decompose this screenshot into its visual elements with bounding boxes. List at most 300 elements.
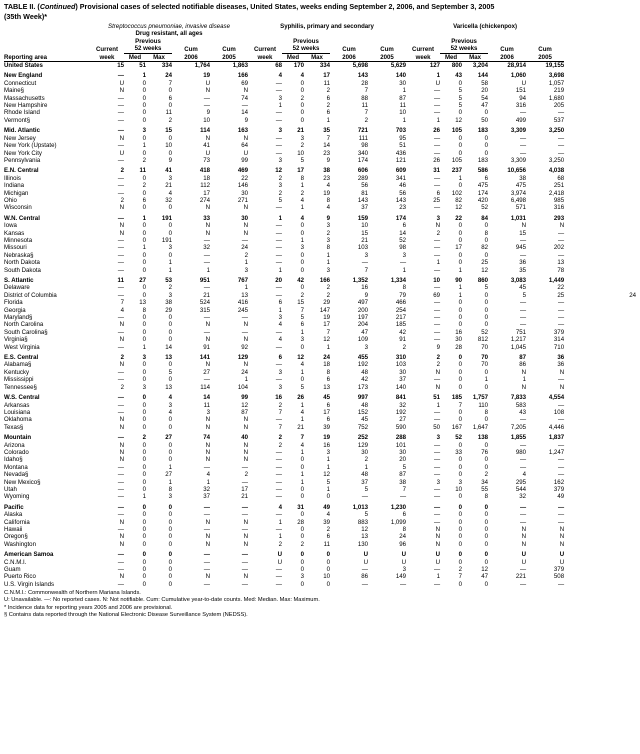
row-area-label: Kentucky xyxy=(4,368,30,376)
row-cell: 721 xyxy=(357,127,368,135)
row-cell: 2 xyxy=(300,291,304,299)
row-cell: 1 xyxy=(300,182,304,190)
row-cell: — xyxy=(203,551,210,559)
row-area-label: W.N. Central xyxy=(4,214,40,222)
row-cell: 191 xyxy=(161,214,172,222)
row-cell: — xyxy=(558,229,565,237)
row-cell: — xyxy=(117,471,124,479)
row-cell: 3 xyxy=(278,383,282,391)
current-label-1: Current xyxy=(95,45,118,53)
row-cell: 10 xyxy=(455,485,463,493)
row-cell: 2 xyxy=(120,383,124,391)
row-cell: 0 xyxy=(142,478,146,486)
row-cell: 162 xyxy=(553,478,565,486)
row-cell: 28 xyxy=(297,518,304,526)
row-cell: 3 xyxy=(168,174,172,182)
th-med-1: Med xyxy=(128,53,142,61)
row-cell: — xyxy=(241,558,248,566)
row-cell: N xyxy=(243,361,248,369)
column-header-row xyxy=(4,53,636,61)
row-cell: 10,656 xyxy=(507,167,527,175)
row-cell: — xyxy=(558,503,565,511)
row-cell: 15 xyxy=(165,127,172,135)
row-cell: 129 xyxy=(237,354,248,362)
row-cell: 0 xyxy=(458,551,463,559)
row-cell: 812 xyxy=(477,336,489,344)
row-cell: 27 xyxy=(139,277,146,284)
row-cell: — xyxy=(433,134,441,142)
row-area-label: Vermont§ xyxy=(4,116,31,124)
row-cell: 6 xyxy=(326,94,330,102)
table-row xyxy=(4,157,636,164)
row-cell: 5 xyxy=(300,156,304,164)
row-area-label: Oregon§ xyxy=(4,533,28,541)
row-cell: — xyxy=(203,328,210,336)
row-cell: 0 xyxy=(458,493,463,501)
row-cell: 2 xyxy=(484,471,489,479)
row-cell: 0 xyxy=(458,251,463,259)
row-cell: 0 xyxy=(458,259,463,267)
row-cell: 32 xyxy=(203,485,210,493)
row-cell: 0 xyxy=(142,394,146,402)
table-body xyxy=(4,62,636,589)
row-cell: 7 xyxy=(120,299,124,307)
row-area-label: Indiana xyxy=(4,182,24,190)
row-cell: 0 xyxy=(142,134,146,142)
row-cell: 19 xyxy=(323,314,330,322)
row-cell: 3 xyxy=(142,127,146,135)
table-row xyxy=(4,307,636,314)
row-cell: 3 xyxy=(278,127,282,135)
row-cell: 51 xyxy=(124,62,146,70)
row-cell: 0 xyxy=(168,416,172,424)
row-cell: — xyxy=(275,134,282,142)
row-cell: 23 xyxy=(399,204,407,212)
row-cell: N xyxy=(205,204,210,212)
row-cell: 0 xyxy=(142,485,146,493)
row-cell: 1,045 xyxy=(510,343,527,351)
row-cell: 6 xyxy=(326,416,330,424)
row-cell: — xyxy=(433,204,441,212)
row-cell: — xyxy=(433,314,441,322)
row-cell: — xyxy=(558,441,565,449)
row-cell: 0 xyxy=(142,361,146,369)
row-cell: 0 xyxy=(142,116,146,124)
row-cell: U xyxy=(401,551,407,559)
row-cell: — xyxy=(433,284,441,292)
cum-label-4: Cum xyxy=(380,45,394,53)
row-cell: 0 xyxy=(300,87,304,95)
row-cell: 2 xyxy=(278,441,282,449)
table-row xyxy=(4,284,636,291)
row-cell: — xyxy=(558,321,565,329)
row-cell: 3 xyxy=(326,236,330,244)
row-cell: N xyxy=(205,321,210,329)
row-cell: 0 xyxy=(458,182,463,190)
row-cell: — xyxy=(275,328,282,336)
row-cell: 0 xyxy=(168,441,172,449)
row-area-label: Wyoming xyxy=(4,493,30,501)
row-area-label: Nebraska§ xyxy=(4,251,34,259)
row-cell: N xyxy=(119,134,124,142)
row-cell: 23 xyxy=(323,174,330,182)
row-cell: 2,418 xyxy=(548,189,565,197)
row-cell: U xyxy=(363,558,368,566)
row-cell: 47 xyxy=(361,328,368,336)
row-cell: — xyxy=(117,251,124,259)
row-cell: 13 xyxy=(361,533,368,541)
row-cell: 13 xyxy=(557,259,565,267)
row-cell: 0 xyxy=(458,361,463,369)
row-cell: 127 xyxy=(406,62,440,70)
row-area-label: South Dakota xyxy=(4,266,41,274)
row-cell: 24 xyxy=(629,291,636,299)
previous-label-2: Previous xyxy=(293,37,319,45)
row-cell: 3,083 xyxy=(510,277,527,284)
row-cell: 2 xyxy=(278,174,282,182)
row-cell: 21 xyxy=(241,493,248,501)
row-cell: U xyxy=(435,551,441,559)
row-cell: 0 xyxy=(142,441,146,449)
row-cell: 0 xyxy=(168,251,172,259)
row-cell: 0 xyxy=(168,376,172,384)
row-area-label: Georgia xyxy=(4,306,26,314)
row-cell: 6 xyxy=(278,299,282,307)
row-cell: 3 xyxy=(326,222,330,230)
table-row xyxy=(4,215,636,222)
table-row xyxy=(4,167,636,174)
row-cell: 50 xyxy=(433,423,441,431)
row-cell: 5 xyxy=(484,284,489,292)
row-cell: — xyxy=(433,149,441,157)
row-cell: 0 xyxy=(300,79,304,87)
row-cell: 2 xyxy=(168,116,172,124)
row-cell: 3 xyxy=(300,244,304,252)
row-cell: 7 xyxy=(458,573,463,581)
row-cell: 4 xyxy=(300,441,304,449)
row-cell: 3 xyxy=(300,336,304,344)
row-cell: 38 xyxy=(519,174,527,182)
row-cell: U xyxy=(435,558,441,566)
row-cell: 36 xyxy=(519,259,527,267)
row-cell: 146 xyxy=(237,182,248,190)
row-cell: 7,205 xyxy=(510,423,527,431)
row-cell: — xyxy=(203,314,210,322)
row-cell: — xyxy=(117,314,124,322)
table-row xyxy=(4,329,636,336)
row-cell: 30 xyxy=(241,214,248,222)
row-cell: 5 xyxy=(522,291,527,299)
current-label-3: Current xyxy=(412,45,435,53)
row-cell: N xyxy=(205,222,210,230)
row-cell: — xyxy=(519,518,527,526)
row-cell: 0 xyxy=(484,134,489,142)
row-cell: — xyxy=(117,401,124,409)
row-cell: 108 xyxy=(553,408,565,416)
row-cell: 416 xyxy=(237,299,248,307)
row-cell: 0 xyxy=(484,251,489,259)
row-cell: 191 xyxy=(161,236,172,244)
row-cell: 151 xyxy=(515,87,527,95)
row-cell: 25 xyxy=(557,291,565,299)
row-cell: — xyxy=(275,149,282,157)
row-cell: 475 xyxy=(515,182,527,190)
row-cell: 1 xyxy=(168,259,172,267)
row-cell: U xyxy=(205,79,210,87)
table-row xyxy=(4,376,636,383)
row-cell: — xyxy=(433,336,441,344)
th-2005-2: 2005 xyxy=(380,53,394,61)
row-cell: 21 xyxy=(297,127,304,135)
row-cell: — xyxy=(519,306,527,314)
row-cell: 3,974 xyxy=(510,189,527,197)
row-cell: N xyxy=(243,222,248,230)
row-area-label: Mountain xyxy=(4,434,32,442)
row-cell: 0 xyxy=(458,236,463,244)
row-cell: 0 xyxy=(142,328,146,336)
row-cell: — xyxy=(275,361,282,369)
row-cell: 997 xyxy=(357,394,368,402)
row-cell: 860 xyxy=(477,277,489,284)
row-cell: 2 xyxy=(244,251,248,259)
row-cell: — xyxy=(241,566,248,574)
row-cell: 86 xyxy=(361,573,368,581)
row-cell: 11 xyxy=(203,401,210,409)
row-cell: 30 xyxy=(399,448,407,456)
row-cell: 9 xyxy=(244,116,248,124)
row-cell: 12 xyxy=(455,204,463,212)
row-cell: 5 xyxy=(364,511,368,519)
row-cell: 87 xyxy=(519,354,527,362)
row-cell: 315 xyxy=(199,306,210,314)
row-cell: 0 xyxy=(300,284,304,292)
row-cell: — xyxy=(399,580,407,588)
row-cell: 0 xyxy=(484,321,489,329)
row-cell: 46 xyxy=(399,182,407,190)
row-cell: 2 xyxy=(300,540,304,548)
table-row xyxy=(4,541,636,548)
row-cell: 27 xyxy=(203,368,210,376)
row-cell: 6 xyxy=(326,376,330,384)
row-cell: 3 xyxy=(168,291,172,299)
row-area-label: Nevada§ xyxy=(4,471,29,479)
table-row xyxy=(4,566,636,573)
row-cell: 544 xyxy=(515,485,527,493)
row-cell: 26 xyxy=(433,156,441,164)
row-cell: 2 xyxy=(278,434,282,442)
row-area-label: Guam xyxy=(4,566,21,574)
row-cell: 56 xyxy=(361,182,368,190)
table-row xyxy=(4,424,636,431)
row-cell: 33 xyxy=(455,448,463,456)
row-area-label: Massachusetts xyxy=(4,94,45,102)
row-cell: 34 xyxy=(481,478,489,486)
row-cell: 183 xyxy=(477,127,489,135)
row-cell: 5 xyxy=(300,383,304,391)
row-cell: — xyxy=(117,478,124,486)
row-cell: 140 xyxy=(395,383,407,391)
row-area-label: U.S. Virgin Islands xyxy=(4,580,55,588)
row-cell: N xyxy=(205,540,210,548)
row-cell: 1 xyxy=(326,343,330,351)
row-cell: 0 xyxy=(142,503,146,511)
row-cell: 0 xyxy=(458,222,463,230)
row-cell: 30 xyxy=(399,368,407,376)
row-cell: N xyxy=(119,573,124,581)
row-cell: 1 xyxy=(458,266,463,274)
row-cell: 200 xyxy=(357,306,368,314)
row-cell: 10 xyxy=(323,573,330,581)
row-cell: 0 xyxy=(168,134,172,142)
row-cell: 7 xyxy=(364,87,368,95)
table-row xyxy=(4,504,636,511)
row-cell: 0 xyxy=(458,354,463,362)
row-cell: U xyxy=(119,79,124,87)
row-cell: 68 xyxy=(557,174,565,182)
row-cell: 9 xyxy=(326,156,330,164)
row-cell: 0 xyxy=(142,291,146,299)
row-cell: 12 xyxy=(361,526,368,533)
table-row xyxy=(4,87,636,94)
row-cell: 3 xyxy=(278,156,282,164)
row-cell: 0 xyxy=(168,102,172,110)
row-cell: — xyxy=(241,511,248,519)
row-cell: 4 xyxy=(300,214,304,222)
row-cell: 19 xyxy=(203,72,210,80)
row-cell: 1 xyxy=(326,251,330,259)
row-cell: — xyxy=(117,259,124,267)
row-cell: 111 xyxy=(358,134,368,142)
row-cell: 101 xyxy=(395,441,407,449)
row-cell: 10 xyxy=(297,149,304,157)
row-cell: 0 xyxy=(326,566,330,574)
table-row xyxy=(4,175,636,182)
row-cell: 56 xyxy=(399,189,407,197)
row-area-label: Maine§ xyxy=(4,87,24,95)
row-cell: N xyxy=(119,456,124,464)
row-cell: 2 xyxy=(458,566,463,574)
row-cell: — xyxy=(117,189,124,197)
row-cell: 31 xyxy=(433,167,441,175)
row-cell: 174 xyxy=(477,189,489,197)
row-cell: — xyxy=(433,471,441,479)
row-cell: 98 xyxy=(361,142,368,150)
row-cell: 27 xyxy=(165,434,172,442)
row-cell: — xyxy=(433,182,441,190)
row-cell: — xyxy=(433,94,441,102)
row-cell: 293 xyxy=(553,214,565,222)
row-cell: — xyxy=(519,142,527,150)
row-cell: 103 xyxy=(357,244,368,252)
row-cell: — xyxy=(241,551,248,559)
row-cell: 295 xyxy=(515,478,527,486)
row-cell: 4 xyxy=(300,408,304,416)
row-area-label: Pennsylvania xyxy=(4,156,41,164)
row-cell: 10 xyxy=(165,142,172,150)
row-cell: 35 xyxy=(323,127,330,135)
row-cell: 192 xyxy=(357,361,368,369)
row-cell: — xyxy=(519,511,527,519)
row-cell: N xyxy=(205,416,210,424)
row-cell: 52 xyxy=(455,434,463,442)
row-cell: — xyxy=(117,284,124,292)
row-cell: 1 xyxy=(278,518,282,526)
row-cell: N xyxy=(521,222,527,230)
table-row xyxy=(4,314,636,321)
row-cell: 0 xyxy=(300,511,304,519)
row-cell: — xyxy=(203,580,210,588)
row-cell: — xyxy=(241,580,248,588)
row-cell: 147 xyxy=(319,306,330,314)
row-cell: 288 xyxy=(395,434,407,442)
row-cell: 254 xyxy=(395,306,407,314)
weeks52-label-3: 52 weeks xyxy=(440,45,488,53)
row-cell: 752 xyxy=(357,423,368,431)
row-cell: 30 xyxy=(399,79,407,87)
row-cell: N xyxy=(205,229,210,237)
table-row xyxy=(4,464,636,471)
row-area-label: Missouri xyxy=(4,244,27,252)
row-area-label: New Hampshire xyxy=(4,102,48,110)
row-cell: 2 xyxy=(168,284,172,292)
row-cell: — xyxy=(433,328,441,336)
row-cell: N xyxy=(243,540,248,548)
table-row xyxy=(4,204,636,211)
row-cell: 12 xyxy=(455,116,463,124)
row-cell: 21 xyxy=(361,236,368,244)
table-row xyxy=(4,95,636,102)
row-cell: 2 xyxy=(436,354,441,362)
group-header-row xyxy=(4,23,636,30)
row-cell: 141 xyxy=(199,354,210,362)
row-cell: — xyxy=(433,408,441,416)
row-cell: 0 xyxy=(142,416,146,424)
row-cell: — xyxy=(519,456,527,464)
row-cell: 0 xyxy=(142,580,146,588)
title-prefix: TABLE II. ( xyxy=(4,2,40,11)
row-cell: 0 xyxy=(142,566,146,574)
row-cell: — xyxy=(558,109,565,117)
row-cell: 92 xyxy=(241,343,248,351)
row-cell: — xyxy=(117,94,124,102)
row-cell: N xyxy=(205,518,210,526)
row-cell: 1 xyxy=(142,343,146,351)
row-cell: — xyxy=(117,394,124,402)
row-cell: 1,680 xyxy=(548,94,565,102)
row-cell: — xyxy=(117,558,124,566)
row-area-label: S. Atlantic xyxy=(4,277,34,284)
row-cell: 17 xyxy=(323,72,330,80)
row-cell: — xyxy=(433,299,441,307)
row-cell: 0 xyxy=(484,291,489,299)
row-area-label: Puerto Rico xyxy=(4,573,36,581)
row-cell: 121 xyxy=(395,156,407,164)
row-cell: 112 xyxy=(200,182,210,190)
row-cell: — xyxy=(275,471,282,479)
row-cell: N xyxy=(205,448,210,456)
week-header-row xyxy=(4,45,636,53)
row-cell: N xyxy=(119,448,124,456)
row-cell: 3 xyxy=(142,383,146,391)
row-cell: 42 xyxy=(399,328,407,336)
row-cell: 1 xyxy=(142,493,146,501)
table-row xyxy=(4,402,636,409)
row-cell: 314 xyxy=(553,336,565,344)
row-cell: 0 xyxy=(484,526,489,533)
row-cell: 251 xyxy=(553,182,565,190)
row-cell: 7,833 xyxy=(510,394,527,402)
row-cell: 52 xyxy=(399,236,407,244)
